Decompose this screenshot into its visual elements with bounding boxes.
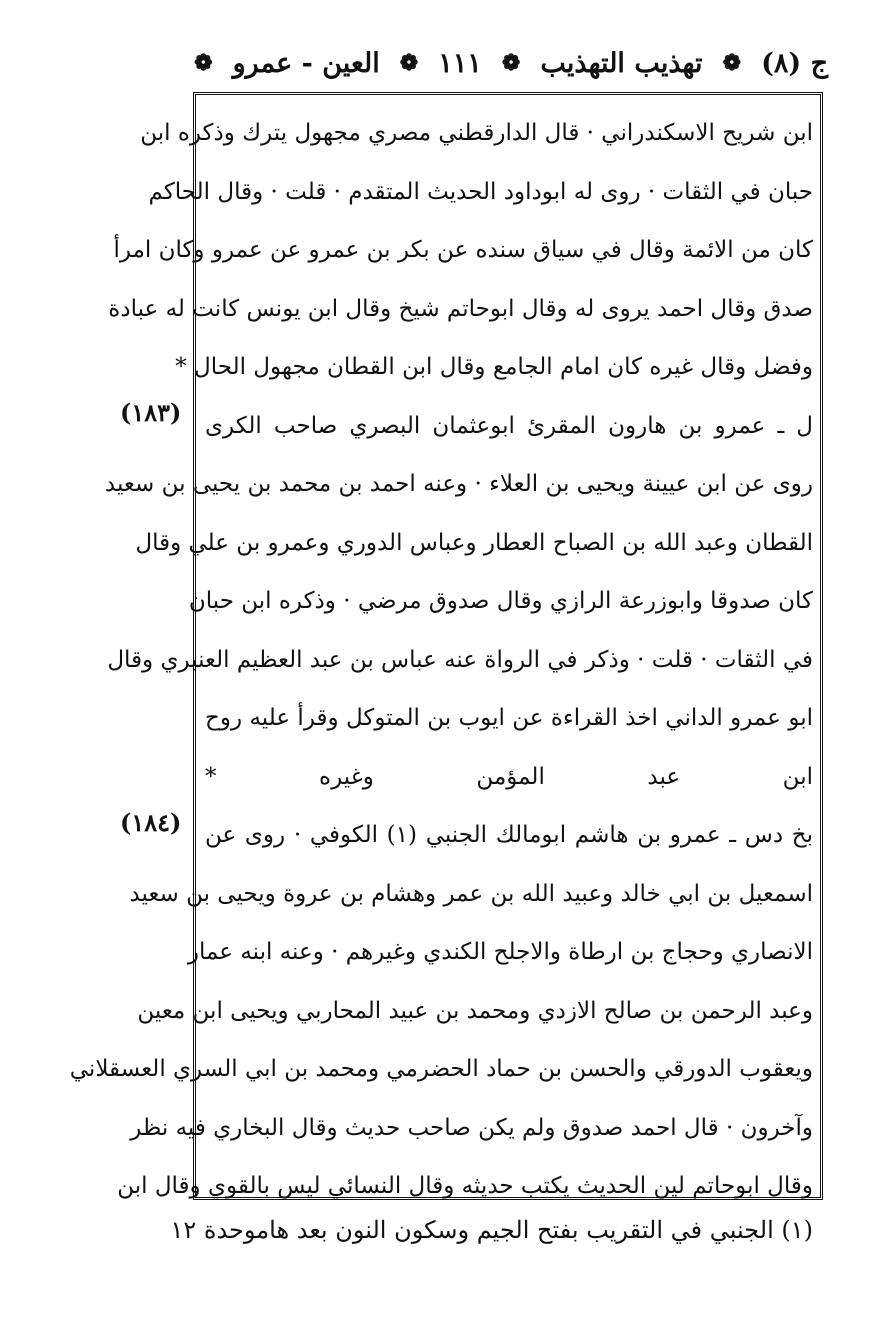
ornament-icon: ❁ xyxy=(399,50,419,76)
text-line: ويعقوب الدورقي والحسن بن حماد الحضرمي ومحمد بن ابي السري العسقلاني xyxy=(69,1056,813,1082)
text-line: ل ـ عمرو بن هارون المقرئ ابوعثمان البصري صاحب الكرى xyxy=(205,412,813,439)
text-line: وفضل وقال غيره كان امام الجامع وقال ابن القطان مجهول الحال * xyxy=(175,354,813,380)
text-line: وآخرون · قال احمد صدوق ولم يكن صاحب حديث وقال البخاري فيه نظر xyxy=(130,1114,813,1141)
text-line: كان صدوقا وابوزرعة الرازي وقال صدوق مرضي · وذكره ابن حبان xyxy=(188,588,813,614)
page-header xyxy=(188,38,828,88)
text-line: ابن شريح الاسكندراني · قال الدارقطني مصري مجهول يترك وذكره ابن xyxy=(140,120,813,146)
volume-label: ج (٨) xyxy=(761,47,828,79)
text-line: ابن عبد المؤمن وغيره * xyxy=(205,763,813,790)
text-line: بخ دس ـ عمرو بن هاشم ابومالك الجنبي (١) الكوفي · روى عن xyxy=(205,822,814,848)
ornament-icon: ❁ xyxy=(501,50,521,76)
text-line: وعبد الرحمن بن صالح الازدي ومحمد بن عبيد المحاربي ويحيى ابن معين xyxy=(137,997,813,1024)
text-line: في الثقات · قلت · وذكر في الرواة عنه عباس بن عبد العظيم العنبري وقال xyxy=(107,646,813,673)
ornament-icon: ❁ xyxy=(194,50,213,76)
book-title: تهذيب التهذيب xyxy=(540,47,703,79)
text-line: اسمعيل بن ابي خالد وعبيد الله بن عمر وهشام بن عروة ويحيى بن سعيد xyxy=(129,880,813,907)
entry-number: (١٨٤) xyxy=(120,808,182,837)
text-line: روى عن ابن عيينة ويحيى بن العلاء · وعنه احمد بن محمد بن يحيى بن سعيد xyxy=(104,471,813,497)
page-number: ١١١ xyxy=(438,47,482,79)
ornament-icon: ❁ xyxy=(722,50,742,76)
text-line: الانصاري وحجاج بن ارطاة والاجلح الكندي وغيرهم · وعنه ابنه عمار xyxy=(187,939,813,965)
text-line: القطان وعبد الله بن الصباح العطار وعباس الدوري وعمرو بن علي وقال xyxy=(135,529,813,556)
section-label: العين - عمرو xyxy=(232,47,380,79)
footnote: (١) الجنبي في التقريب بفتح الجيم وسكون النون بعد هاموحدة ١٢ xyxy=(170,1216,813,1244)
text-line: كان من الائمة وقال في سياق سنده عن بكر بن عمرو عن عمرو وكان امرأ xyxy=(113,237,813,263)
text-line: ابو عمرو الداني اخذ القراءة عن ايوب بن المتوكل وقرأ عليه روح xyxy=(205,705,813,731)
text-line: حبان في الثقات · روى له ابوداود الحديث المتقدم · قلت · وقال الحاكم xyxy=(148,178,813,205)
text-line: وقال ابوحاتم لين الحديث يكتب حديثه وقال النسائي ليس بالقوي وقال ابن xyxy=(117,1173,813,1199)
entry-number: (١٨٣) xyxy=(120,398,182,427)
text-line: صدق وقال احمد يروى له وقال ابوحاتم شيخ وقال ابن يونس كانت له عبادة xyxy=(108,295,813,322)
